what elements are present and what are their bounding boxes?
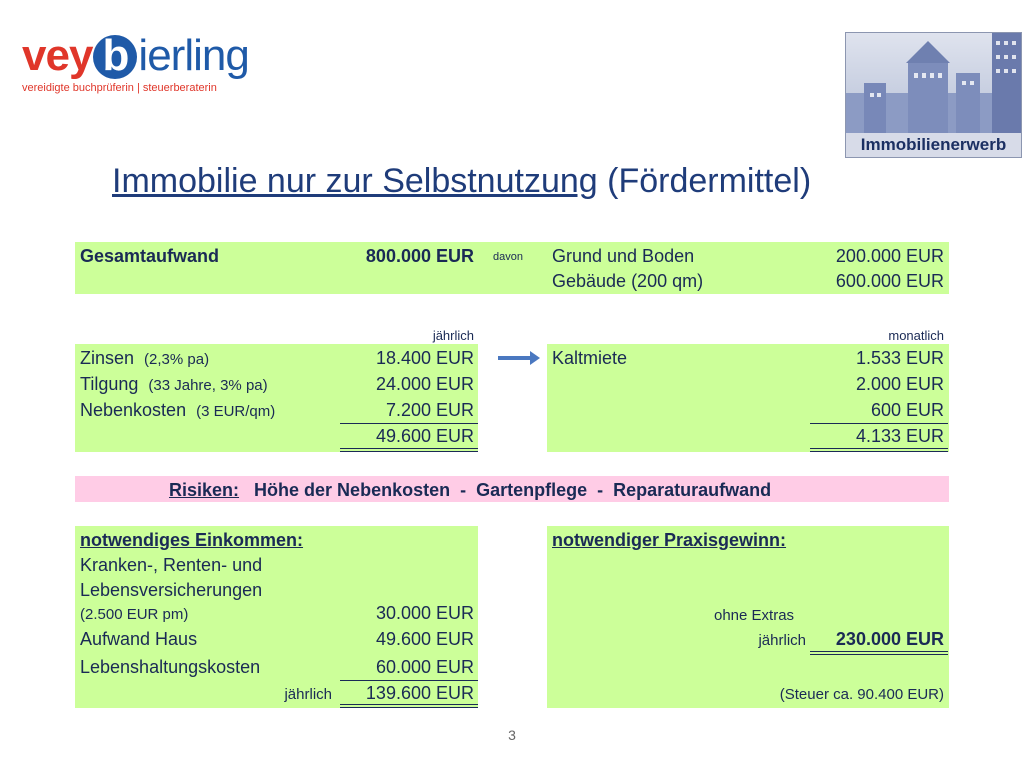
income-yearly-label: jährlich bbox=[284, 686, 332, 703]
cost-row-repayment bbox=[80, 374, 268, 395]
monthly-sum-line bbox=[810, 423, 948, 424]
building-label: Gebäude (200 qm) bbox=[552, 271, 704, 291]
income-total-amount: 139.600 EUR bbox=[365, 683, 474, 703]
cost-row-ancillary bbox=[80, 400, 275, 421]
yearly-header: jährlich bbox=[432, 328, 474, 343]
risks-label: Risiken: bbox=[169, 480, 240, 500]
logo-tagline: vereidigte buchprüferin | steuerberaterin bbox=[22, 82, 217, 94]
interest-amount: 18.400 EUR bbox=[375, 348, 474, 368]
sum-line bbox=[340, 423, 478, 424]
total-cost-label: Gesamtaufwand bbox=[80, 246, 220, 266]
monthly-header: monatlich bbox=[888, 328, 944, 343]
interest-label: Zinsen bbox=[80, 348, 135, 368]
risks-text: Höhe der Nebenkosten - Gartenpflege - Reparaturaufwand bbox=[254, 480, 772, 500]
total-double-line bbox=[340, 448, 478, 452]
total-cost-amount: 800.000 EUR bbox=[365, 246, 474, 266]
monthly-interest-amount: 1.533 EUR bbox=[855, 348, 944, 368]
profit-double-line bbox=[810, 651, 948, 655]
title-underlined: Immobilie nur zur Selbstnutzung bbox=[112, 162, 598, 200]
ancillary-amount: 7.200 EUR bbox=[385, 400, 474, 420]
insurance-amount: 30.000 EUR bbox=[375, 603, 474, 623]
real-estate-badge bbox=[845, 32, 1022, 158]
cold-rent-label: Kaltmiete bbox=[552, 348, 628, 368]
page-number: 3 bbox=[508, 727, 516, 743]
logo-part-ierling: ierling bbox=[138, 31, 249, 80]
income-double-line bbox=[340, 704, 478, 708]
insurance-line-1: Kranken-, Renten- und bbox=[80, 555, 263, 575]
monthly-ancillary-amount: 600 EUR bbox=[870, 400, 944, 420]
arrow-right-icon bbox=[498, 356, 532, 360]
profit-heading: notwendiger Praxisgewinn: bbox=[552, 530, 787, 550]
insurance-note: (2.500 EUR pm) bbox=[80, 606, 189, 623]
land-label: Grund und Boden bbox=[552, 246, 695, 266]
living-cost-label: Lebenshaltungskosten bbox=[80, 657, 261, 677]
page-title bbox=[112, 162, 811, 201]
title-rest: (Fördermittel) bbox=[607, 162, 812, 200]
repayment-note: (33 Jahre, 3% pa) bbox=[148, 377, 268, 394]
ancillary-label: Nebenkosten bbox=[80, 400, 187, 420]
monthly-total-amount: 4.133 EUR bbox=[855, 426, 944, 446]
repayment-label: Tilgung bbox=[80, 374, 139, 394]
davon-label: davon bbox=[493, 251, 523, 263]
repayment-amount: 24.000 EUR bbox=[375, 374, 474, 394]
ancillary-note: (3 EUR/qm) bbox=[196, 403, 276, 420]
monthly-total-double-line bbox=[810, 448, 948, 452]
insurance-line-2: Lebensversicherungen bbox=[80, 580, 263, 600]
house-cost-label: Aufwand Haus bbox=[80, 629, 198, 649]
cost-row-interest bbox=[80, 348, 209, 369]
logo-letter-b: b bbox=[93, 35, 137, 79]
company-logo bbox=[22, 31, 249, 94]
building-amount: 600.000 EUR bbox=[835, 271, 944, 291]
no-extras-label: ohne Extras bbox=[714, 607, 795, 624]
income-sum-line bbox=[340, 680, 478, 681]
house-cost-amount: 49.600 EUR bbox=[375, 629, 474, 649]
risks-line bbox=[169, 480, 771, 501]
badge-label: Immobilienerwerb bbox=[846, 133, 1021, 157]
monthly-repayment-amount: 2.000 EUR bbox=[855, 374, 944, 394]
income-heading: notwendiges Einkommen: bbox=[80, 530, 304, 550]
tax-note: (Steuer ca. 90.400 EUR) bbox=[779, 686, 944, 703]
yearly-total-amount: 49.600 EUR bbox=[375, 426, 474, 446]
land-amount: 200.000 EUR bbox=[835, 246, 944, 266]
logo-part-vey: vey bbox=[22, 31, 93, 80]
profit-yearly-amount: 230.000 EUR bbox=[835, 629, 944, 649]
profit-yearly-label: jährlich bbox=[758, 632, 806, 649]
buildings-icon bbox=[846, 33, 1021, 133]
living-cost-amount: 60.000 EUR bbox=[375, 657, 474, 677]
interest-note: (2,3% pa) bbox=[144, 351, 210, 368]
